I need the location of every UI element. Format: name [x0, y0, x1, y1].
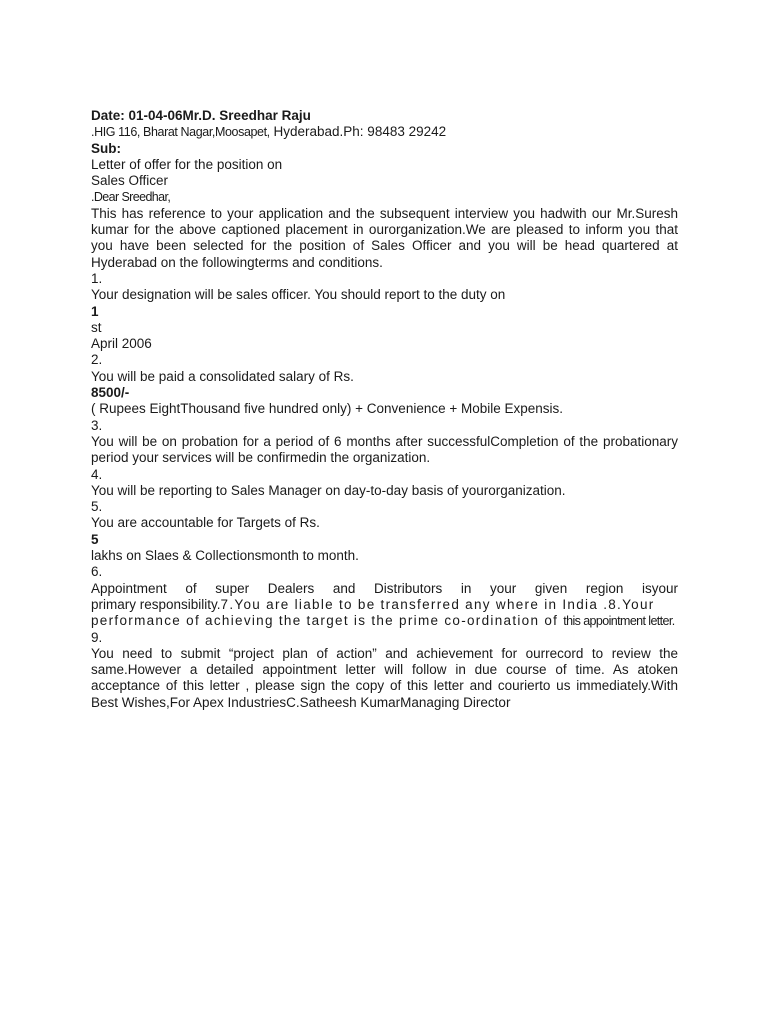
term-text-2: You will be paid a consolidated salary of Rs.	[91, 368, 354, 384]
term-number-6: 6.	[91, 564, 103, 580]
term-number-3: 3.	[91, 417, 103, 433]
intro-paragraph: This has reference to your application and the subsequent interview you hadwith our Mr.Suresh kumar for the above captioned placement in ourorganization.We are pleased to inform you that you have been selected for the position of Sales Officer and you will be head quartered at Hyderabad on the followingterms and conditions.	[91, 205, 678, 270]
term-2-words: ( Rupees EightThousand five hundred only) + Convenience + Mobile Expensis.	[91, 401, 564, 417]
term-text-1: Your designation will be sales officer. You should report to the duty on	[91, 287, 506, 303]
term-1-suffix: st	[91, 319, 102, 335]
salutation: .Dear Sreedhar,	[91, 190, 171, 205]
term-number-1: 1.	[91, 270, 103, 286]
subject-line-2: Sales Officer	[91, 173, 169, 189]
term-6-line-3	[91, 613, 678, 629]
term-text-4: You will be reporting to Sales Manager on day-to-day basis of yourorganization.	[91, 482, 566, 498]
term-5-amount: 5	[91, 531, 99, 547]
term-text-3: You will be on probation for a period of 6 months after successfulCompletion of the probationary period your services will be confirmedin the organization.	[91, 433, 678, 466]
closing-paragraph: You need to submit “project plan of action” and achievement for ourrecord to review the same.However a detailed appointment letter will follow in due course of time. As atoken acceptance of this letter , please sign the copy of this letter and courierto us immediately.With Best Wishes,For Apex IndustriesC.Satheesh KumarManaging Director	[91, 645, 678, 710]
recipient-address	[91, 124, 678, 140]
subject-label: Sub:	[91, 140, 121, 156]
term-text-5: You are accountable for Targets of Rs.	[91, 515, 320, 531]
term-1-date: April 2006	[91, 336, 152, 352]
term-1-day: 1	[91, 303, 99, 319]
term-6-line-3b: this appointment letter.	[563, 614, 675, 629]
term-number-5: 5.	[91, 499, 103, 515]
term-6-line-2b: 7.You are liable to be transferred any where in India .8.Your	[220, 596, 655, 612]
subject-line-1: Letter of offer for the position on	[91, 156, 283, 172]
offer-letter	[91, 108, 678, 711]
term-number-9: 9.	[91, 629, 103, 645]
term-number-4: 4.	[91, 466, 103, 482]
address-part-1: .HIG 116, Bharat Nagar,Moosapet,	[91, 125, 270, 140]
term-5-rest: lakhs on Slaes & Collectionsmonth to month.	[91, 548, 359, 564]
term-6-line-2a: primary responsibility.	[91, 596, 221, 612]
term-6-line-1: Appointment of super Dealers and Distributors in your given region isyour	[91, 580, 678, 596]
address-part-2: Hyderabad.Ph: 98483 29242	[269, 124, 447, 140]
term-2-amount: 8500/-	[91, 385, 130, 401]
letter-header: Date: 01-04-06Mr.D. Sreedhar Raju	[91, 108, 311, 123]
term-6-line-2	[91, 597, 678, 613]
term-6-line-3a: performance of achieving the target is the prime co-ordination of	[91, 613, 564, 629]
term-number-2: 2.	[91, 352, 103, 368]
